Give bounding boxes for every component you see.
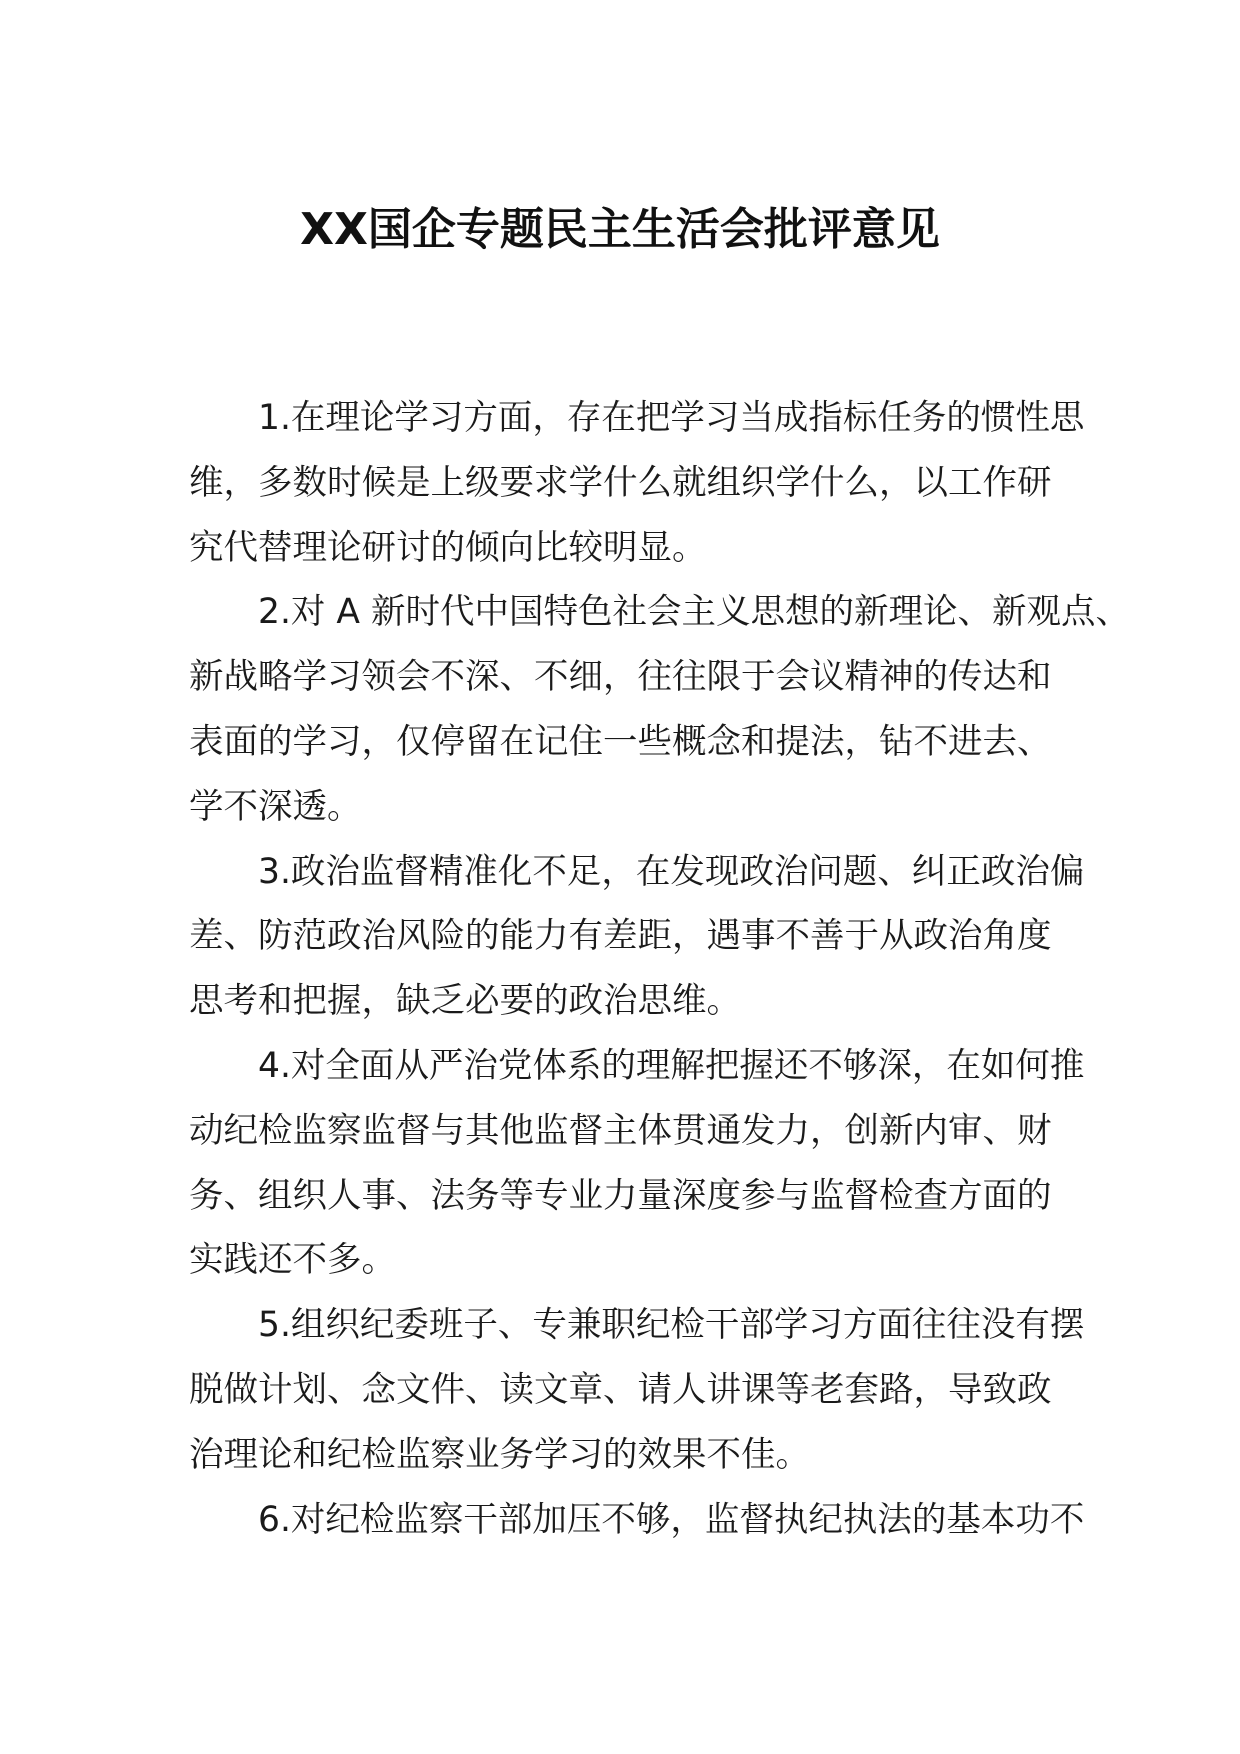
paragraph-line: 动纪检监察监督与其他监督主体贯通发力，创新内审、财 bbox=[189, 1110, 1052, 1151]
paragraph-line: 实践还不多。 bbox=[189, 1240, 396, 1281]
paragraph-line: 新战略学习领会不深、不细，往往限于会议精神的传达和 bbox=[189, 657, 1052, 698]
paragraph-line: 治理论和纪检监察业务学习的效果不佳。 bbox=[189, 1434, 810, 1475]
paragraph-2 bbox=[189, 580, 1130, 839]
paragraph-line: 3.政治监督精准化不足，在发现政治问题、纠正政治偏 bbox=[258, 851, 1085, 892]
paragraph-line: 5.组织纪委班子、专兼职纪检干部学习方面往往没有摆 bbox=[258, 1305, 1085, 1346]
paragraph-line: 维，多数时候是上级要求学什么就组织学什么，以工作研 bbox=[189, 462, 1052, 503]
document-body bbox=[189, 386, 1130, 1552]
paragraph-5 bbox=[189, 1293, 1085, 1487]
paragraph-line: 学不深透。 bbox=[189, 786, 362, 827]
paragraph-line: 6.对纪检监察干部加压不够，监督执纪执法的基本功不 bbox=[258, 1499, 1085, 1540]
paragraph-line: 究代替理论研讨的倾向比较明显。 bbox=[189, 527, 707, 568]
paragraph-4 bbox=[189, 1034, 1085, 1293]
paragraph-3 bbox=[189, 840, 1085, 1034]
paragraph-line: 差、防范政治风险的能力有差距，遇事不善于从政治角度 bbox=[189, 916, 1052, 957]
paragraph-line: 4.对全面从严治党体系的理解把握还不够深，在如何推 bbox=[258, 1045, 1085, 1086]
paragraph-line: 务、组织人事、法务等专业力量深度参与监督检查方面的 bbox=[189, 1175, 1052, 1216]
paragraph-1 bbox=[189, 386, 1085, 580]
paragraph-6 bbox=[189, 1488, 1085, 1553]
paragraph-line: 2.对 A 新时代中国特色社会主义思想的新理论、新观点、 bbox=[258, 592, 1130, 633]
paragraph-line: 脱做计划、念文件、读文章、请人讲课等老套路，导致政 bbox=[189, 1369, 1052, 1410]
paragraph-line: 表面的学习，仅停留在记住一些概念和提法，钻不进去、 bbox=[189, 721, 1052, 762]
document-title: XX国企专题民主生活会批评意见 bbox=[300, 204, 940, 255]
paragraph-line: 思考和把握，缺乏必要的政治思维。 bbox=[189, 981, 741, 1022]
paragraph-line: 1.在理论学习方面，存在把学习当成指标任务的惯性思 bbox=[258, 398, 1085, 438]
